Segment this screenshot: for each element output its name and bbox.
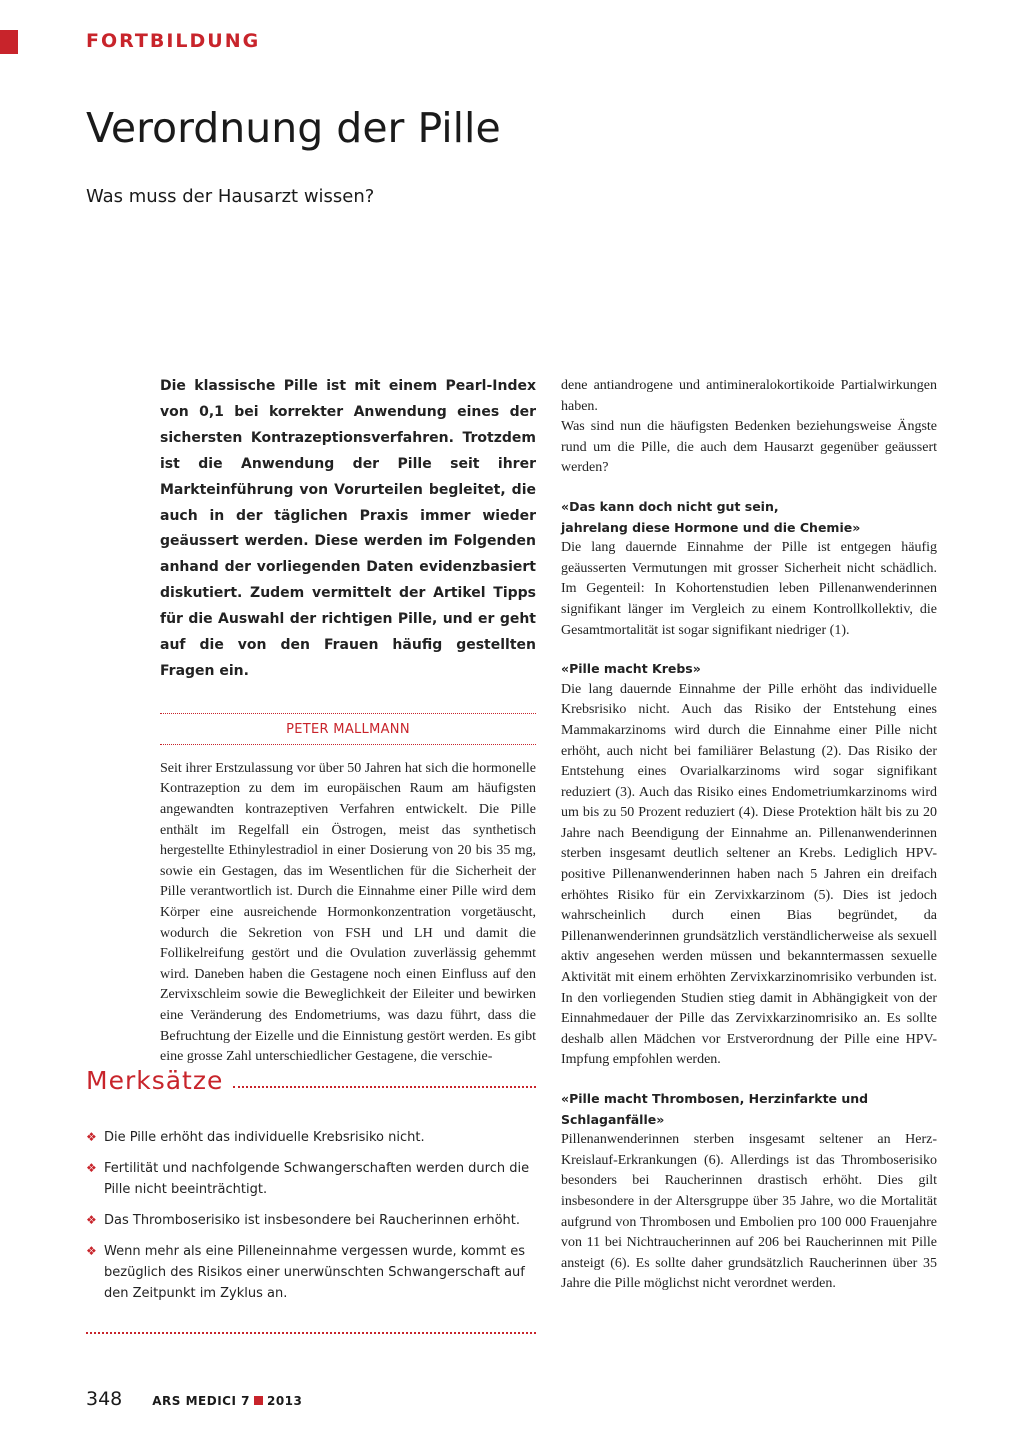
- page-number: 348: [86, 1388, 123, 1410]
- merksatz-text: Das Thromboserisiko ist insbesondere bei Raucherinnen erhöht.: [104, 1213, 521, 1228]
- merksatz-text: Die Pille erhöht das individuelle Krebsrisiko nicht.: [104, 1130, 425, 1145]
- section-text: Pillenanwenderinnen sterben insgesamt seltener an Herz-Kreislauf-Erkrankungen (6). Allerdings ist das Thromboserisiko besonders bei Raucherinnen drastisch erhöht. Dies gilt insbesondere in der Altersgruppe über 35 Jahre, wo die Mortalität aufgrund von Thrombosen und Embolien pro 100 000 Frauenjahre von 11 bei Nichtraucherinnen auf 206 bei Raucherinnen mit Pille ansteigt (6). Es sollte daher grundsätzlich Raucherinnen über 35 Jahre die Pille möglichst nicht verordnet werden.: [561, 1132, 937, 1292]
- section-text: Die lang dauernde Einnahme der Pille ist entgegen häufig geäusserten Vermutungen mit grosser Sicherheit nicht schädlich. Im Gegenteil: In Kohortenstudien leben Pillenanwenderinnen signifikant länger im Vergleich zu einem Kontrollkollektiv, die Gesamtmortalität ist sogar signifikant niedriger (1).: [561, 540, 937, 638]
- merksaetze-title: Merksätze: [86, 1066, 224, 1095]
- merksaetze-header: [86, 1066, 536, 1095]
- section-label: FORTBILDUNG: [86, 30, 261, 52]
- dotted-rule: [233, 1086, 536, 1088]
- article-subtitle: Was muss der Hausarzt wissen?: [86, 186, 375, 207]
- merksaetze-box: [86, 1066, 536, 1334]
- section-heading-line: «Das kann doch nicht gut sein,: [561, 498, 779, 514]
- diamond-bullet-icon: ❖: [86, 1161, 97, 1175]
- dotted-rule-bottom: [86, 1332, 536, 1334]
- section-color-mark: [0, 30, 18, 54]
- list-item: [86, 1241, 536, 1304]
- diamond-bullet-icon: ❖: [86, 1213, 97, 1227]
- page-footer: [86, 1388, 302, 1410]
- article-lead: Die klassische Pille ist mit einem Pearl-Index von 0,1 bei korrekter Anwendung eines der sichersten Kontrazeptionsverfahren. Trotzdem ist die Anwendung der Pille seit ihrer Markteinführung von Vorurteilen begleitet, die auch in der täglichen Praxis immer wieder geäussert werden. Diese werden im Folgenden anhand der vorliegenden Daten evidenzbasiert diskutiert. Zudem vermittelt der Artikel Tipps für die Auswahl der richtigen Pille, und er geht auf die von den Frauen häufig gestellten Fragen ein.: [160, 378, 536, 679]
- right-column: [561, 376, 937, 1295]
- left-column: [160, 374, 536, 1068]
- body-text-continued: dene antiandrogene und antimineralokortikoide Partialwirkungen haben.: [561, 378, 937, 414]
- section-heading: «Pille macht Krebs»: [561, 661, 701, 677]
- body-text-question: Was sind nun die häufigsten Bedenken beziehungsweise Ängste rund um die Pille, die auch dem Hausarzt gegenüber geäussert werden?: [561, 419, 937, 476]
- author-name: PETER MALLMANN: [286, 721, 410, 737]
- merksatz-text: Wenn mehr als eine Pilleneinnahme vergessen wurde, kommt es bezüglich des Risikos einer unerwünschten Schwangerschaft auf den Zeitpunkt im Zyklus an.: [104, 1244, 526, 1301]
- diamond-bullet-icon: ❖: [86, 1130, 97, 1144]
- merksatz-text: Fertilität und nachfolgende Schwangerschaften werden durch die Pille nicht beeinträchtigt.: [104, 1161, 530, 1197]
- body-text-left: Seit ihrer Erstzulassung vor über 50 Jahren hat sich die hormonelle Kontrazeption zu dem im europäischen Raum am häufigsten angewandten kontrazeptiven Verfahren entwickelt. Die Pille enthält im Regelfall ein Östrogen, meist das synthetisch hergestellte Ethinylestradiol in einer Dosierung von 20 bis 35 mg, sowie ein Gestagen, das im Wesentlichen für die Sicherheit der Pille verantwortlich ist. Durch die Einnahme einer Pille wird dem Körper eine ausreichende Hormonkonzentration vorgetäuscht, wodurch die Sekretion von FSH und LH und damit die Follikelreifung gestört und die Ovulation zuverlässig gehemmt wird. Daneben haben die Gestagene noch einen Einfluss auf den Zervixschleim sowie die Beweglichkeit der Eileiter und bewirken eine Veränderung des Endometriums, was dazu führt, dass die Befruchtung der Eizelle und die Einnistung gestört werden. Es gibt eine grosse Zahl unterschiedlicher Gestagene, die verschie-: [160, 760, 536, 1065]
- section-heading-line: jahrelang diese Hormone und die Chemie»: [561, 519, 861, 535]
- journal-info: [152, 1394, 302, 1408]
- diamond-bullet-icon: ❖: [86, 1244, 97, 1258]
- journal-name: ARS MEDICI 7: [152, 1394, 250, 1408]
- list-item: [86, 1127, 536, 1148]
- section-heading: «Pille macht Thrombosen, Herzinfarkte und Schlaganfälle»: [561, 1091, 869, 1127]
- section-heading: [561, 497, 937, 538]
- merksaetze-list: [86, 1127, 536, 1304]
- square-separator-icon: [254, 1396, 263, 1405]
- list-item: [86, 1158, 536, 1200]
- list-item: [86, 1210, 536, 1231]
- author-box: [160, 713, 536, 745]
- journal-year: 2013: [266, 1394, 303, 1408]
- section-text: Die lang dauernde Einnahme der Pille erhöht das individuelle Krebsrisiko nicht. Auch das Risiko der Entstehung eines Mammakarzinoms wird durch die Einnahme einer Pille nicht erhöht, auch nicht bei familiärer Belastung (2). Das Risiko der Entstehung eines Ovarialkarzinoms wird sogar signifikant reduziert (3). Auch das Risiko eines Endometriumkarzinoms wird um bis zu 50 Prozent reduziert (4). Diese Protektion hält bis zu 20 Jahre nach Beendigung der Einnahme an. Pillenanwenderinnen sterben insgesamt deutlich seltener an Krebs. Lediglich HPV-positive Pillenanwenderinnen haben nach 5 Jahren ein dreifach erhöhtes Risiko für ein Zervixkarzinom (5). Dies ist jedoch wahrscheinlich durch einen Bias begründet, da Pillenanwenderinnen grundsätzlich verständlicherweise als sexuell aktiv angesehen werden müssen und bekanntermassen sexuelle Aktivität mit einem erhöhten Zervixkarzinomrisiko verbunden ist. In den vorliegenden Studien stieg damit in Abhängigkeit von der Einnahmedauer der Pille das Zervixkarzinomrisiko an. Es sollte deshalb allen Mädchen vor Erstverordnung der Pille eine HPV-Impfung empfohlen werden.: [561, 681, 937, 1068]
- article-title: Verordnung der Pille: [86, 104, 501, 152]
